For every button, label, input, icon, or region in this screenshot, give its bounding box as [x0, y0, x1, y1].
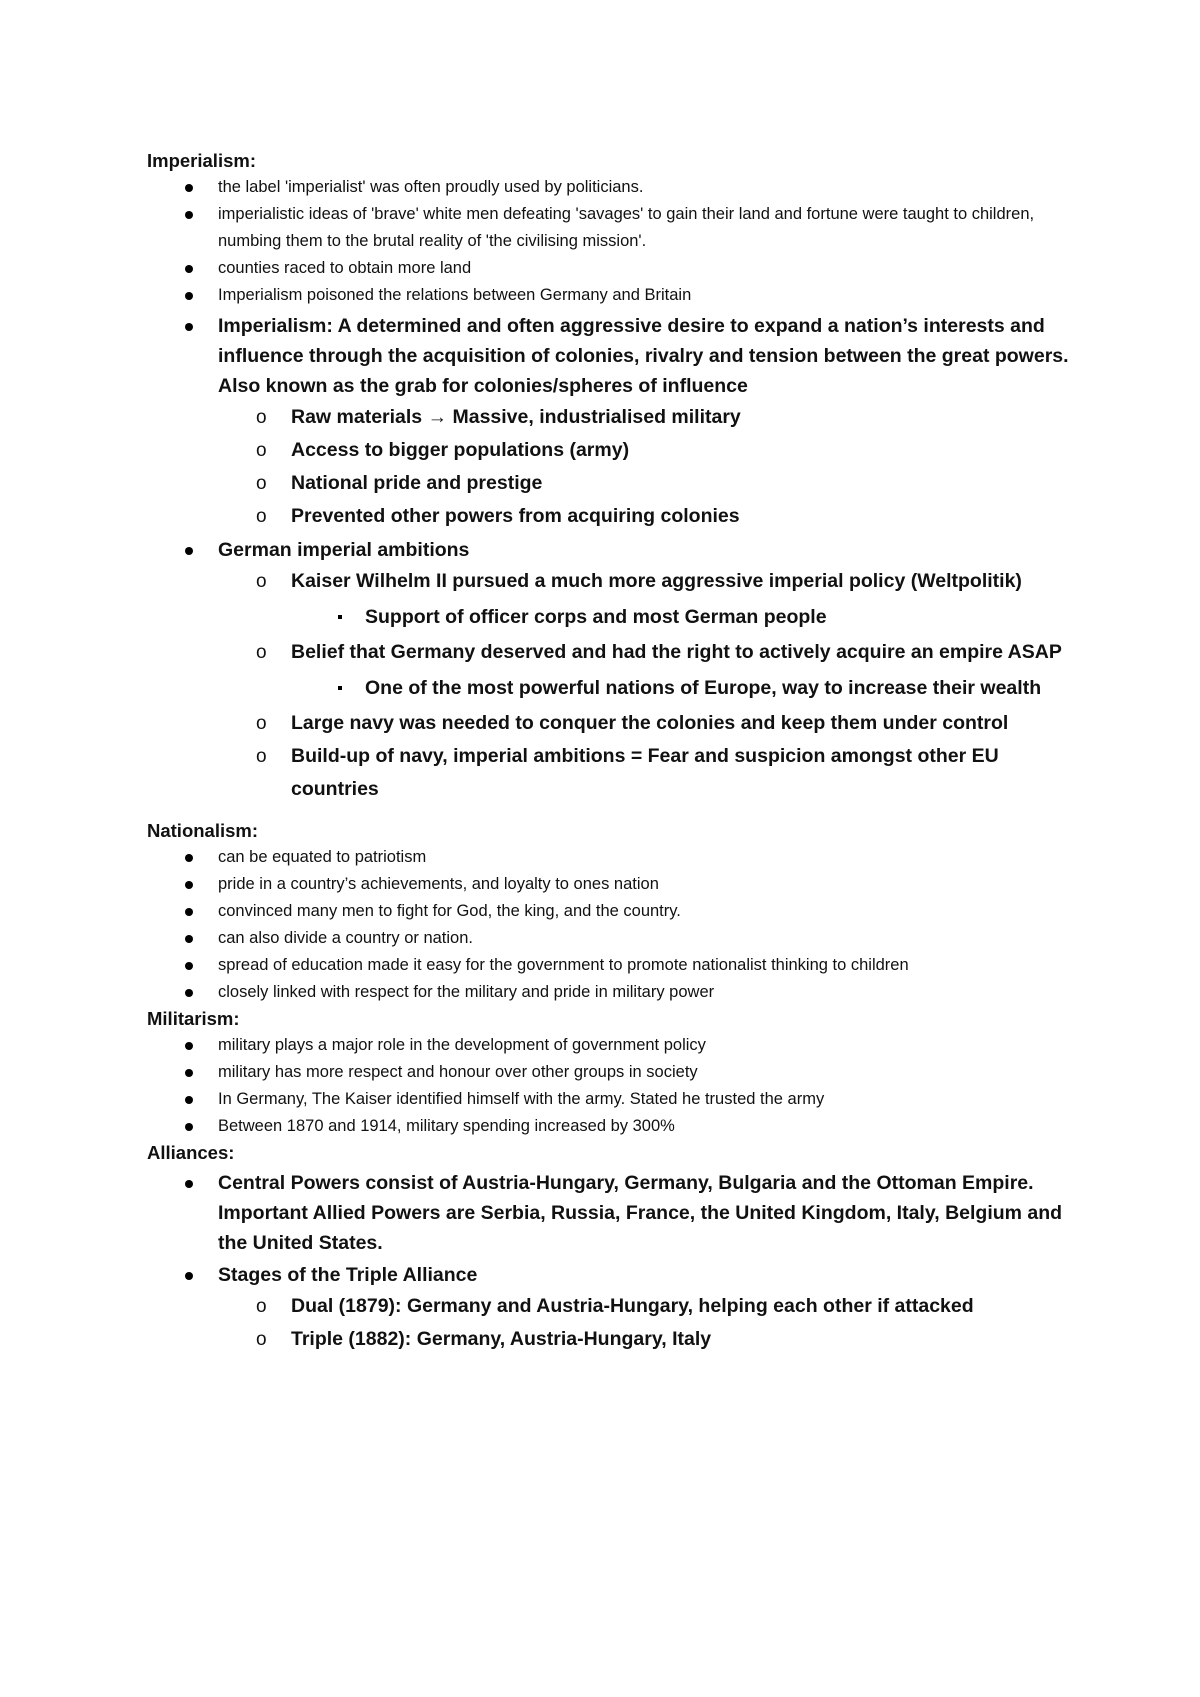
bullet-icon: [185, 1180, 193, 1188]
list-item: o Kaiser Wilhelm II pursued a much more aggressive imperial policy (Weltpolitik): [147, 565, 1087, 598]
bullet-icon: [185, 1272, 193, 1280]
square-bullet-icon: [338, 615, 342, 619]
imperialism-definition: Imperialism: A determined and often aggressive desire to expand a nation’s interests and influence through the acquisition of colonies, rivalry and tension between the great powers. Also known as the grab for colonies/spheres of influence: [147, 311, 1087, 401]
list-item: o Prevented other powers from acquiring colonies: [147, 500, 1087, 533]
circle-bullet-icon: o: [256, 1329, 267, 1350]
bullet-icon: [185, 962, 193, 970]
alliances-heading: Alliances:: [147, 1142, 235, 1163]
bullet-icon: [185, 1096, 193, 1104]
bullet-icon: [185, 854, 193, 862]
list-item: o Belief that Germany deserved and had the right to actively acquire an empire ASAP: [147, 636, 1087, 669]
imperialism-list: [147, 174, 1087, 806]
nationalism-heading: Nationalism:: [147, 820, 259, 841]
bullet-icon: [185, 265, 193, 273]
circle-bullet-icon: o: [256, 407, 267, 428]
square-bullet-icon: [338, 686, 342, 690]
list-item: military has more respect and honour over other groups in society: [147, 1059, 1087, 1086]
imperialism-heading: Imperialism:: [147, 150, 256, 171]
circle-bullet-icon: o: [256, 506, 267, 527]
circle-bullet-icon: o: [256, 713, 267, 734]
list-item: One of the most powerful nations of Europe, way to increase their wealth: [147, 669, 1087, 707]
nationalism-list: [147, 844, 1087, 1006]
militarism-heading: Militarism:: [147, 1008, 240, 1029]
document-page: [147, 148, 1087, 1356]
circle-bullet-icon: o: [256, 746, 267, 767]
bullet-icon: [185, 908, 193, 916]
list-item: o Build-up of navy, imperial ambitions = Fear and suspicion amongst other EU countries: [147, 740, 1087, 806]
list-item: Support of officer corps and most German people: [147, 598, 1087, 636]
militarism-list: [147, 1032, 1087, 1140]
list-item: o Access to bigger populations (army): [147, 434, 1087, 467]
list-item: o Large navy was needed to conquer the colonies and keep them under control: [147, 707, 1087, 740]
bullet-icon: [185, 547, 193, 555]
circle-bullet-icon: o: [256, 1296, 267, 1317]
circle-bullet-icon: o: [256, 571, 267, 592]
bullet-icon: [185, 1123, 193, 1131]
list-item: military plays a major role in the development of government policy: [147, 1032, 1087, 1059]
list-item: convinced many men to fight for God, the king, and the country.: [147, 898, 1087, 925]
list-item: Between 1870 and 1914, military spending increased by 300%: [147, 1113, 1087, 1140]
circle-bullet-icon: o: [256, 440, 267, 461]
bullet-icon: [185, 935, 193, 943]
list-item: pride in a country’s achievements, and loyalty to ones nation: [147, 871, 1087, 898]
list-item: o Raw materials → Massive, industrialised military: [147, 401, 1087, 434]
list-item: spread of education made it easy for the government to promote nationalist thinking to children: [147, 952, 1087, 979]
bullet-icon: [185, 989, 193, 997]
list-item: counties raced to obtain more land: [147, 255, 1087, 282]
list-item: can be equated to patriotism: [147, 844, 1087, 871]
bullet-icon: [185, 211, 193, 219]
german-ambitions: German imperial ambitions: [147, 535, 1087, 565]
list-item: Imperialism poisoned the relations between Germany and Britain: [147, 282, 1087, 309]
alliances-powers: Central Powers consist of Austria-Hungary, Germany, Bulgaria and the Ottoman Empire. Important Allied Powers are Serbia, Russia, France, the United Kingdom, Italy, Belgium and the United States.: [147, 1168, 1087, 1258]
list-item: o National pride and prestige: [147, 467, 1087, 500]
circle-bullet-icon: o: [256, 473, 267, 494]
circle-bullet-icon: o: [256, 642, 267, 663]
list-item: can also divide a country or nation.: [147, 925, 1087, 952]
bullet-icon: [185, 1069, 193, 1077]
list-item: the label 'imperialist' was often proudly used by politicians.: [147, 174, 1087, 201]
bullet-icon: [185, 292, 193, 300]
alliances-stages: Stages of the Triple Alliance: [147, 1260, 1087, 1290]
bullet-icon: [185, 881, 193, 889]
list-item: imperialistic ideas of 'brave' white men defeating 'savages' to gain their land and fortune were taught to children, numbing them to the brutal reality of 'the civilising mission'.: [147, 201, 1087, 255]
bullet-icon: [185, 1042, 193, 1050]
list-item: In Germany, The Kaiser identified himself with the army. Stated he trusted the army: [147, 1086, 1087, 1113]
bullet-icon: [185, 323, 193, 331]
list-item: o Triple (1882): Germany, Austria-Hungary, Italy: [147, 1323, 1087, 1356]
bullet-icon: [185, 184, 193, 192]
alliances-list: [147, 1168, 1087, 1356]
list-item: o Dual (1879): Germany and Austria-Hungary, helping each other if attacked: [147, 1290, 1087, 1323]
list-item: closely linked with respect for the military and pride in military power: [147, 979, 1087, 1006]
